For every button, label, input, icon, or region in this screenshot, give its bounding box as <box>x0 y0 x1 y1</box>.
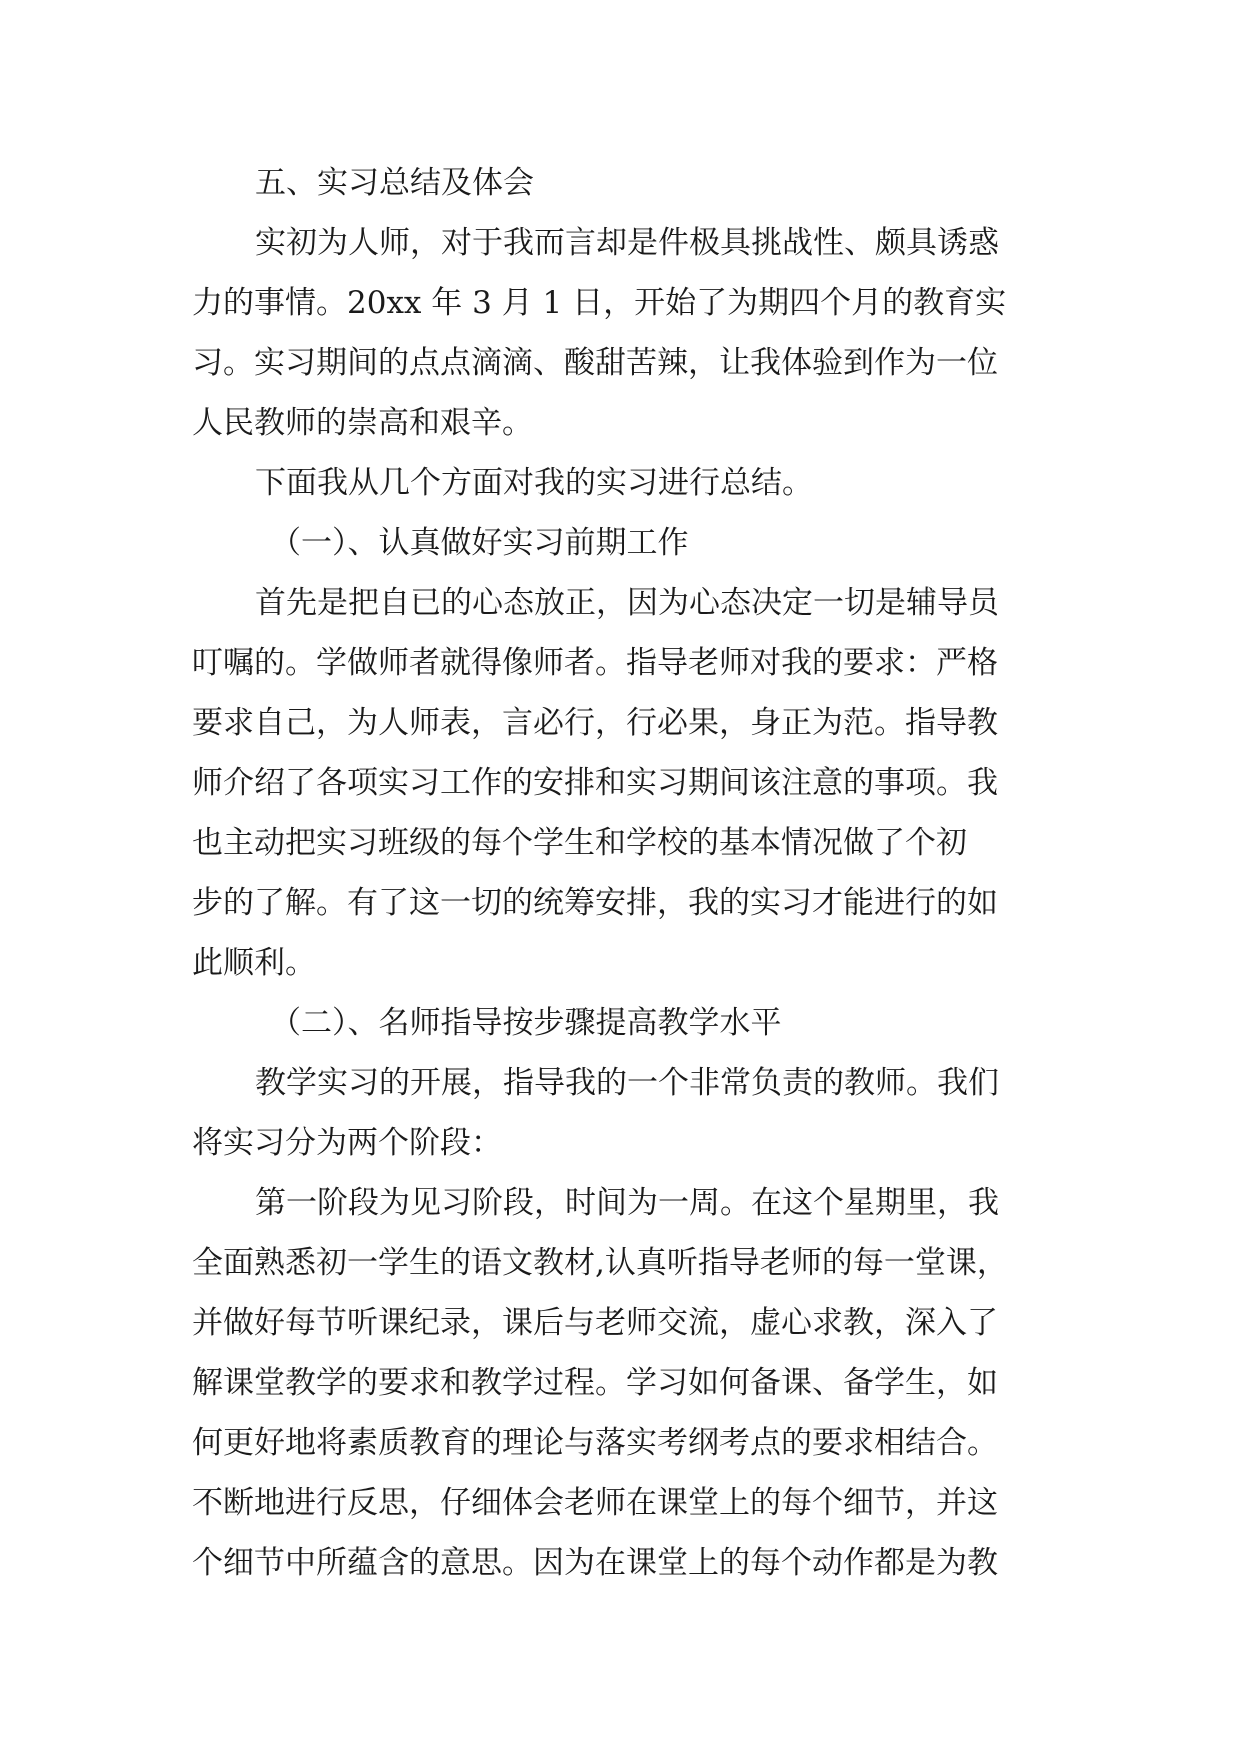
paragraph-line: 实初为人师，对于我而言却是件极具挑战性、颇具诱惑 <box>255 225 999 261</box>
paragraph-line: 步的了解。有了这一切的统筹安排，我的实习才能进行的如 <box>192 885 998 921</box>
paragraph-line: 要求自己，为人师表，言必行，行必果，身正为范。指导教 <box>192 705 998 741</box>
paragraph-line: 教学实习的开展，指导我的一个非常负责的教师。我们 <box>255 1065 999 1101</box>
document-body <box>192 153 1067 1593</box>
paragraph-line: 并做好每节听课纪录，课后与老师交流，虚心求教，深入了 <box>192 1305 998 1341</box>
paragraph-line: 将实习分为两个阶段： <box>192 1125 502 1161</box>
paragraph-line: 第一阶段为见习阶段，时间为一周。在这个星期里，我 <box>255 1185 999 1221</box>
paragraph-line: 全面熟悉初一学生的语文教材,认真听指导老师的每一堂课， <box>192 1245 1008 1281</box>
paragraph-line: 力的事情。20xx 年 3 月 1 日，开始了为期四个月的教育实 <box>192 285 1007 321</box>
subsection-heading: （一）、认真做好实习前期工作 <box>270 525 689 561</box>
section-heading: 五、实习总结及体会 <box>255 165 534 201</box>
paragraph-line: 解课堂教学的要求和教学过程。学习如何备课、备学生，如 <box>192 1365 998 1401</box>
paragraph-line: 首先是把自已的心态放正，因为心态决定一切是辅导员 <box>255 585 999 621</box>
paragraph-line: 叮嘱的。学做师者就得像师者。指导老师对我的要求：严格 <box>192 645 998 681</box>
paragraph-line: 师介绍了各项实习工作的安排和实习期间该注意的事项。我 <box>192 765 998 801</box>
subsection-heading: （二）、名师指导按步骤提高教学水平 <box>270 1005 782 1041</box>
paragraph-line: 不断地进行反思，仔细体会老师在课堂上的每个细节，并这 <box>192 1485 998 1521</box>
paragraph-line: 下面我从几个方面对我的实习进行总结。 <box>255 465 813 501</box>
paragraph-line: 习。实习期间的点点滴滴、酸甜苦辣，让我体验到作为一位 <box>192 345 998 381</box>
paragraph-line: 也主动把实习班级的每个学生和学校的基本情况做了个初 <box>192 825 967 861</box>
paragraph-line: 人民教师的崇高和艰辛。 <box>192 405 533 441</box>
paragraph-line: 何更好地将素质教育的理论与落实考纲考点的要求相结合。 <box>192 1425 998 1461</box>
paragraph-line: 此顺利。 <box>192 945 316 981</box>
paragraph-line: 个细节中所蕴含的意思。因为在课堂上的每个动作都是为教 <box>192 1545 998 1581</box>
